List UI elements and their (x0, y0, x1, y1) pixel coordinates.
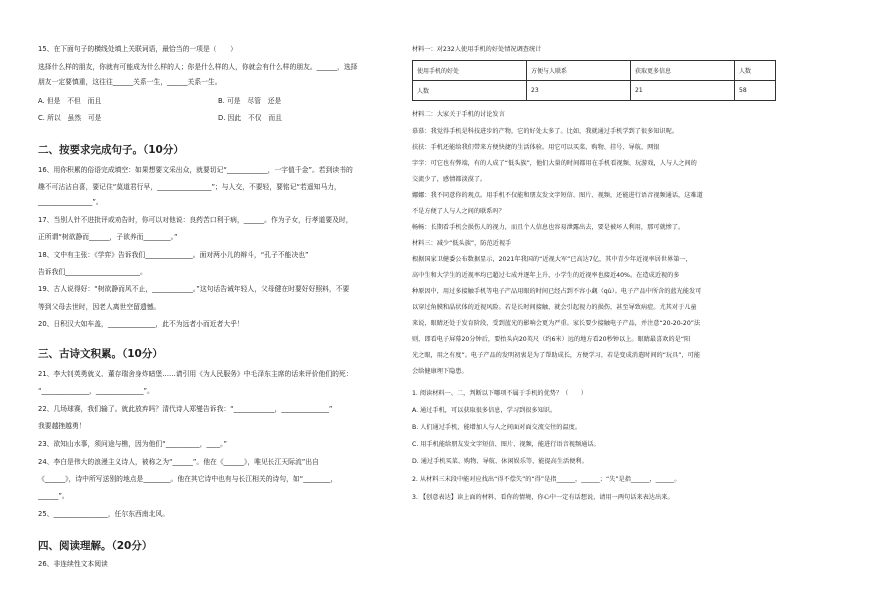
text-line: 根据国家卫健委公布数据显示，2021年我国的“近视大军”已高达7亿，其中青少年近视率居世界第一， (412, 256, 692, 263)
text-line: B. 可是 尽管 还是 (218, 97, 282, 105)
text-line: 材料二：大家关于手机的讨论发言 (412, 111, 505, 118)
text-line: 我要越挫越勇！ (38, 422, 86, 430)
text-line: 正所谓“树欲静而______，子欲养而________。” (38, 233, 178, 241)
text-line: 16、用你积累的俗语完成填空：如果想要文采出众，就要切记“____________，一字值千金”。若到读书的 (38, 166, 353, 174)
text-line: 交流少了，感情都淡漠了。 (412, 176, 487, 183)
text-line: 会给健康埋下隐患。 (412, 368, 468, 375)
text-line: 《______》，诗中所写送别的地点是________。他在其它诗中也有与长江相关的诗句，如“________， (38, 475, 338, 483)
table-header-row (413, 61, 776, 81)
text-line: 20、日积汉大如车盖，______________，此不为远者小而近者大乎！ (38, 320, 244, 328)
text-line: 朋友一定要慎重，这往往______关系一生，______关系一生。 (38, 78, 222, 86)
section-heading: 四、阅读理解。（20分） (38, 540, 153, 552)
text-line: 2. 从材料三末段中能对应找出“得不偿失”的“得”是指______，______；“失”是指______，______。 (412, 476, 681, 483)
text-line: 畅畅：长期看手机会损伤人的视力，而且个人信息也容易泄露出去，要是被坏人利用，那可就惨了。 (412, 224, 685, 231)
text-line: 高中生和大学生的近视率均已超过七成并逐年上升，小学生的近视率也接近40%。在造成近视的多 (412, 272, 680, 279)
text-line: A. 通过手机，可以获取很多信息，学习到很多知识。 (412, 407, 557, 414)
text-line: 慕慕：我觉得手机是科技进步的产物，它的好处太多了。比如，我就通过手机学到了很多知识呢。 (412, 128, 679, 135)
text-line: “______________，______________”。 (38, 387, 154, 395)
text-line: 种原因中，用过多接触手机等电子产品用眼的时间已经占到不容小觑（qù）。电子产品中所含的蓝光能发可 (412, 288, 702, 295)
text-line: 来说，眼睛还处于发育阶段，受到蓝光的影响会更为严重。家长要少接触电子产品，并注意“20-20-20”法 (412, 320, 701, 327)
text-line: A. 但是 不但 而且 (38, 97, 102, 105)
text-line: 扶扶：手机还能给我们带来方便快捷的生活体验。用它可以买菜、购物、挂号、导航、网银 (412, 144, 660, 151)
text-line: 选择什么样的朋友，你就有可能成为什么样的人；你是什么样的人，你就会有什么样的朋友。______，选择 (38, 63, 358, 71)
text-line: 3. 【创意表达】读上面的材料，看你的情境，你心中一定有话想说，请用一两句话来表达出来。 (412, 494, 674, 501)
table-cell: 人数 (735, 61, 776, 81)
text-line: 娜娜：我不同意你的观点。用手机不仅能和朋友发文字短信、图片、视频，还能进行语音视频通话，这难道 (412, 192, 703, 199)
text-line: 23、欲知山水事，须问途与樵，因为他们“__________，____。” (38, 440, 228, 448)
text-line: 17、当别人针不进批评或劝告时，你可以对他说：良药苦口利于病，______。作为子女，行孝道要及时， (38, 216, 353, 224)
table-cell: 使用手机的好处 (413, 61, 527, 81)
text-line: ______”。 (38, 492, 69, 500)
text-line: 以穿过角膜和晶状体的近视风险。若是长时间接触，就会引起视力的损伤，甚至导致病症。尤其对于儿童 (412, 304, 697, 311)
section-heading: 二、按要求完成句子。（10分） (38, 144, 184, 156)
table-cell: 58 (735, 81, 776, 101)
text-line: D. 通过手机买菜、购物、导航、休闲娱乐等，能提高生活便利。 (412, 458, 588, 465)
text-line: 趣不可沾沾自喜，要记住“莫道君行早，________________”；与人交，不要轻，要铭记“若遥知马力， (38, 183, 341, 191)
text-line: 24、李白是伟大的浪漫主义诗人，被称之为“______”。他在《______》，唯见长江天际流”出自 (38, 458, 319, 466)
text-line: 25、________________，任尔东西南北风。 (38, 510, 169, 518)
table-cell: 人数 (413, 81, 527, 101)
table-cell: 21 (631, 81, 735, 101)
table-row (413, 81, 776, 101)
text-line: B. 人们通过手机，能增加人与人之间面对面交流交往的温度。 (412, 424, 582, 431)
text-line: 15、在下面句子的横线处填上关联词语，最恰当的一项是（ ） (38, 45, 237, 53)
text-line: ________________”。 (38, 198, 103, 206)
text-line: 材料三：减少“低头族”，防范近视手 (412, 240, 512, 247)
text-line: 字字：可它也有弊端，有的人成了“低头族”，他们大量的时间都用在手机看视频、玩游戏，人与人之间的 (412, 160, 697, 167)
text-line: 18、文中有主张：《学弈》告诉我们______________。面对两小儿的辩斗，“孔子不能决也” (38, 251, 309, 259)
text-line: D. 因此 不仅 而且 (218, 114, 282, 122)
text-line: 21、李大钊英勇就义、董存瑞舍身炸暗堡……请引用《为人民服务》中毛泽东主席的话来评价他们的死： (38, 370, 353, 378)
table-cell: 23 (527, 81, 631, 101)
text-line: 光之眼，用之有度”。电子产品的发明初衷是为了帮助成长，方便学习，若是变成消遣时间的“玩具”，可能 (412, 352, 701, 359)
text-line: 则，即看电子屏幕20分钟后，要抬头向20英尺（约6米）远的地方看20秒钟以上。眼睛最喜欢的是“阳 (412, 336, 691, 343)
section-heading: 三、古诗文积累。（10分） (38, 348, 163, 360)
text-line: 26、非连续性文本阅读 (38, 560, 108, 568)
text-line: 等到父母去世时，因老人离世空留遗憾。 (38, 303, 161, 311)
table-cell: 方便与人联系 (527, 61, 631, 81)
text-line: 19、古人说得好：“树欲静而风不止，____________。”这句话告诫年轻人，父母健在时要好好照料，不要 (38, 285, 350, 293)
text-line: 材料一：对232人使用手机的好处情况调查统计 (412, 46, 542, 53)
text-line: 1. 阅读材料一、二，判断以下哪项不属于手机的优势？（ ） (412, 390, 587, 397)
table-cell: 获取更多信息 (631, 61, 735, 81)
text-line: 告诉我们______________________。 (38, 268, 147, 276)
text-line: 22、几场球赛，我们输了。就此放弃吗？清代诗人郑燮告诉我：“____________，______________” (38, 405, 333, 413)
survey-table (412, 60, 776, 101)
text-line: C. 用手机能给朋友发文字短信、图片、视频，能进行语音视频通话。 (412, 441, 600, 448)
text-line: C. 所以 虽然 可是 (38, 114, 102, 122)
text-line: 不是方便了人与人之间的联系吗？ (412, 208, 505, 215)
